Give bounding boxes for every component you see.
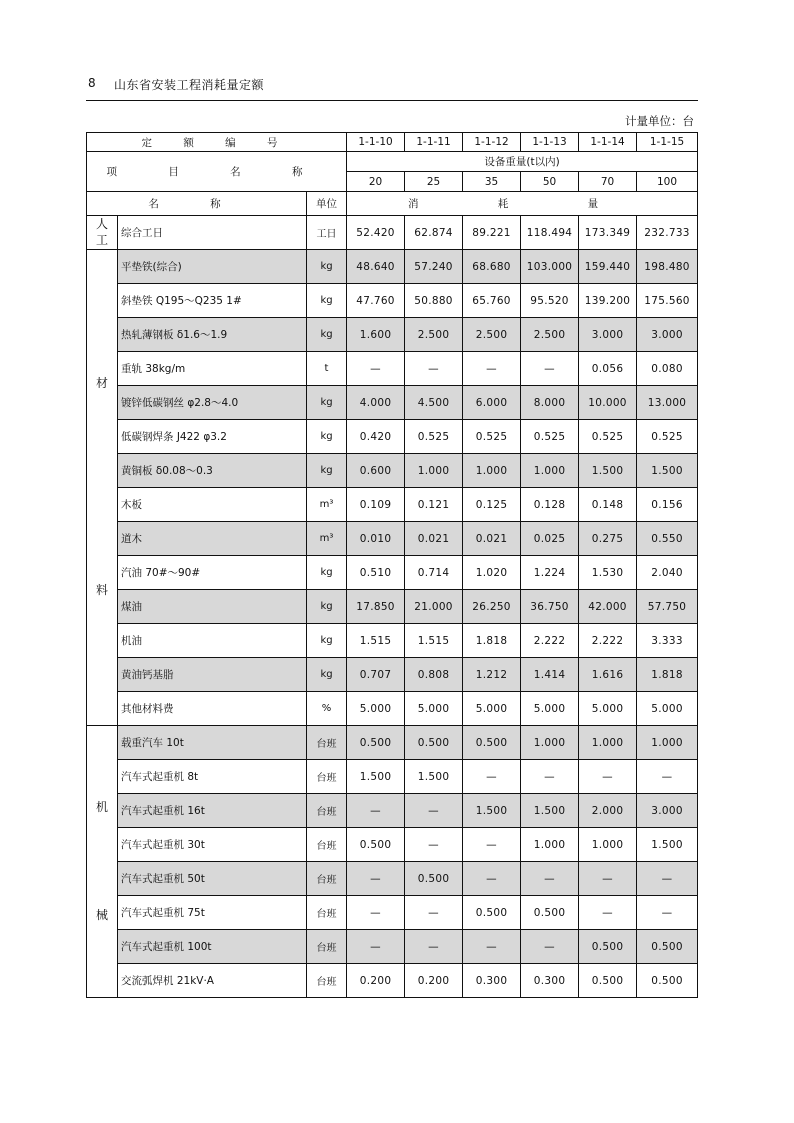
item-label: 项 目 名 称 xyxy=(87,152,347,192)
consumption-value: 2.222 xyxy=(579,624,637,658)
consumption-value: 1.500 xyxy=(579,454,637,488)
table-row xyxy=(87,930,698,964)
consumption-value: 47.760 xyxy=(347,284,405,318)
labor-category xyxy=(87,216,118,250)
consumption-value: 0.714 xyxy=(405,556,463,590)
resource-name: 汽油 70#～90# xyxy=(118,556,307,590)
resource-unit: % xyxy=(307,692,347,726)
consumption-value: 68.680 xyxy=(463,250,521,284)
consumption-value: 103.000 xyxy=(521,250,579,284)
consumption-value: 1.000 xyxy=(579,726,637,760)
table-row xyxy=(87,692,698,726)
resource-unit: kg xyxy=(307,386,347,420)
consumption-value: 1.515 xyxy=(347,624,405,658)
category-char: 材 xyxy=(95,376,108,391)
resource-unit: 台班 xyxy=(307,726,347,760)
resource-unit: kg xyxy=(307,590,347,624)
consumption-value: 0.080 xyxy=(637,352,698,386)
code-cell: 1-1-14 xyxy=(579,133,637,152)
table-row xyxy=(87,964,698,998)
consumption-value: 1.500 xyxy=(405,760,463,794)
table-row xyxy=(87,760,698,794)
consumption-value: 65.760 xyxy=(463,284,521,318)
consumption-value: 2.222 xyxy=(521,624,579,658)
consumption-value: 0.500 xyxy=(579,930,637,964)
consumption-value: — xyxy=(347,930,405,964)
consumption-value: 0.200 xyxy=(347,964,405,998)
consumption-value: 21.000 xyxy=(405,590,463,624)
consumption-value: 2.500 xyxy=(405,318,463,352)
resource-unit: 台班 xyxy=(307,964,347,998)
consumption-value: — xyxy=(521,930,579,964)
resource-unit: kg xyxy=(307,658,347,692)
consumption-value: — xyxy=(579,862,637,896)
table-row xyxy=(87,352,698,386)
resource-name: 汽车式起重机 30t xyxy=(118,828,307,862)
consumption-value: 52.420 xyxy=(347,216,405,250)
consumption-value: 0.021 xyxy=(405,522,463,556)
resource-name: 热轧薄钢板 δ1.6～1.9 xyxy=(118,318,307,352)
table-row xyxy=(87,216,698,250)
table-row xyxy=(87,522,698,556)
consumption-value: — xyxy=(637,896,698,930)
consumption-value: 1.500 xyxy=(637,828,698,862)
consumption-value: 1.818 xyxy=(463,624,521,658)
resource-name: 汽车式起重机 8t xyxy=(118,760,307,794)
consumption-value: — xyxy=(347,896,405,930)
consumption-value: 2.040 xyxy=(637,556,698,590)
consumption-value: 1.500 xyxy=(347,760,405,794)
consumption-value: 0.010 xyxy=(347,522,405,556)
consumption-value: 0.121 xyxy=(405,488,463,522)
table-row xyxy=(87,318,698,352)
table-row xyxy=(87,896,698,930)
unit-column-header: 单位 xyxy=(307,192,347,216)
unit-note: 计量单位：台 xyxy=(625,114,694,128)
consumption-value: 0.128 xyxy=(521,488,579,522)
book-title: 山东省安装工程消耗量定额 xyxy=(114,78,265,92)
resource-unit: kg xyxy=(307,556,347,590)
code-cell: 1-1-10 xyxy=(347,133,405,152)
resource-name: 综合工日 xyxy=(118,216,307,250)
consumption-value: 0.200 xyxy=(405,964,463,998)
weight-cell: 35 xyxy=(463,172,521,192)
resource-name: 平垫铁(综合) xyxy=(118,250,307,284)
consumption-value: 42.000 xyxy=(579,590,637,624)
page-number: 8 xyxy=(88,76,96,90)
consumption-value: 26.250 xyxy=(463,590,521,624)
consumption-value: 2.500 xyxy=(463,318,521,352)
table-row xyxy=(87,828,698,862)
resource-name: 汽车式起重机 75t xyxy=(118,896,307,930)
quota-table xyxy=(86,132,698,998)
resource-unit: kg xyxy=(307,420,347,454)
consumption-value: 0.300 xyxy=(521,964,579,998)
consumption-value: 0.275 xyxy=(579,522,637,556)
resource-unit: kg xyxy=(307,284,347,318)
category-char: 人 xyxy=(95,216,108,231)
table-row xyxy=(87,250,698,284)
weight-cell: 70 xyxy=(579,172,637,192)
consumption-value: 4.000 xyxy=(347,386,405,420)
consumption-value: 1.500 xyxy=(463,794,521,828)
resource-unit: 台班 xyxy=(307,930,347,964)
consumption-value: 0.500 xyxy=(463,726,521,760)
consumption-value: — xyxy=(347,862,405,896)
consumption-value: 1.000 xyxy=(521,726,579,760)
resource-name: 斜垫铁 Q195～Q235 1# xyxy=(118,284,307,318)
consumption-value: — xyxy=(405,896,463,930)
weight-cell: 25 xyxy=(405,172,463,192)
resource-name: 黄铜板 δ0.08～0.3 xyxy=(118,454,307,488)
resource-name: 道木 xyxy=(118,522,307,556)
consumption-value: 95.520 xyxy=(521,284,579,318)
consumption-value: 0.300 xyxy=(463,964,521,998)
consumption-value: 0.500 xyxy=(347,726,405,760)
code-cell: 1-1-11 xyxy=(405,133,463,152)
resource-unit: kg xyxy=(307,624,347,658)
consumption-value: 0.525 xyxy=(405,420,463,454)
resource-unit: kg xyxy=(307,250,347,284)
category-char: 机 xyxy=(95,799,108,814)
consumption-value: 57.750 xyxy=(637,590,698,624)
consumption-value: 0.420 xyxy=(347,420,405,454)
resource-name: 汽车式起重机 16t xyxy=(118,794,307,828)
resource-unit: kg xyxy=(307,454,347,488)
consumption-value: — xyxy=(463,862,521,896)
consumption-value: 89.221 xyxy=(463,216,521,250)
consumption-value: — xyxy=(463,760,521,794)
consumption-value: 1.600 xyxy=(347,318,405,352)
consumption-value: 2.000 xyxy=(579,794,637,828)
table-row xyxy=(87,420,698,454)
code-cell: 1-1-13 xyxy=(521,133,579,152)
consumption-value: 1.000 xyxy=(521,454,579,488)
table-row xyxy=(87,726,698,760)
consumption-value: — xyxy=(521,352,579,386)
consumption-value: 1.515 xyxy=(405,624,463,658)
category-char: 械 xyxy=(95,907,108,922)
consumption-value: 2.500 xyxy=(521,318,579,352)
consumption-value: — xyxy=(405,352,463,386)
consumption-value: 5.000 xyxy=(463,692,521,726)
consumption-value: 3.000 xyxy=(637,794,698,828)
page-header xyxy=(88,74,698,98)
consumption-value: 0.525 xyxy=(579,420,637,454)
code-cell: 1-1-12 xyxy=(463,133,521,152)
consumption-value: 13.000 xyxy=(637,386,698,420)
consumption-value: 0.500 xyxy=(463,896,521,930)
resource-unit: 台班 xyxy=(307,828,347,862)
table-row xyxy=(87,454,698,488)
consumption-value: 3.333 xyxy=(637,624,698,658)
consumption-value: — xyxy=(405,828,463,862)
consumption-value: 48.640 xyxy=(347,250,405,284)
consumption-value: — xyxy=(579,896,637,930)
table-row xyxy=(87,386,698,420)
consumption-value: 3.000 xyxy=(579,318,637,352)
consumption-value: 17.850 xyxy=(347,590,405,624)
resource-name: 黄油钙基脂 xyxy=(118,658,307,692)
table-row xyxy=(87,862,698,896)
weight-cell: 20 xyxy=(347,172,405,192)
consumption-value: 1.212 xyxy=(463,658,521,692)
consumption-column-header: 消 耗 量 xyxy=(347,192,698,216)
consumption-value: 1.000 xyxy=(405,454,463,488)
resource-unit: t xyxy=(307,352,347,386)
consumption-value: 198.480 xyxy=(637,250,698,284)
resource-name: 汽车式起重机 50t xyxy=(118,862,307,896)
resource-unit: m³ xyxy=(307,522,347,556)
resource-name: 镀锌低碳钢丝 φ2.8～4.0 xyxy=(118,386,307,420)
consumption-value: 0.156 xyxy=(637,488,698,522)
consumption-value: 175.560 xyxy=(637,284,698,318)
resource-name: 载重汽车 10t xyxy=(118,726,307,760)
table-row xyxy=(87,590,698,624)
consumption-value: 6.000 xyxy=(463,386,521,420)
column-header-row xyxy=(87,192,698,216)
consumption-value: 0.500 xyxy=(637,930,698,964)
resource-name: 低碳钢焊条 J422 φ3.2 xyxy=(118,420,307,454)
consumption-value: — xyxy=(463,352,521,386)
consumption-value: 159.440 xyxy=(579,250,637,284)
consumption-value: 0.056 xyxy=(579,352,637,386)
consumption-value: 139.200 xyxy=(579,284,637,318)
consumption-value: 1.616 xyxy=(579,658,637,692)
consumption-value: 173.349 xyxy=(579,216,637,250)
resource-name: 汽车式起重机 100t xyxy=(118,930,307,964)
resource-unit: 台班 xyxy=(307,896,347,930)
consumption-value: 1.000 xyxy=(637,726,698,760)
code-label: 定 额 编 号 xyxy=(87,133,347,152)
consumption-value: — xyxy=(637,862,698,896)
consumption-value: 50.880 xyxy=(405,284,463,318)
consumption-value: 62.874 xyxy=(405,216,463,250)
table-row xyxy=(87,488,698,522)
consumption-value: — xyxy=(463,930,521,964)
resource-unit: 工日 xyxy=(307,216,347,250)
consumption-value: 0.525 xyxy=(637,420,698,454)
code-row xyxy=(87,133,698,152)
consumption-value: 118.494 xyxy=(521,216,579,250)
consumption-value: 0.510 xyxy=(347,556,405,590)
consumption-value: 0.525 xyxy=(463,420,521,454)
consumption-value: 5.000 xyxy=(637,692,698,726)
table-row xyxy=(87,658,698,692)
consumption-value: 5.000 xyxy=(579,692,637,726)
consumption-value: 0.500 xyxy=(637,964,698,998)
resource-name: 煤油 xyxy=(118,590,307,624)
consumption-value: 5.000 xyxy=(347,692,405,726)
consumption-value: 0.148 xyxy=(579,488,637,522)
resource-name: 其他材料费 xyxy=(118,692,307,726)
materials-category xyxy=(87,250,118,726)
consumption-value: 1.530 xyxy=(579,556,637,590)
consumption-value: 1.000 xyxy=(463,454,521,488)
consumption-value: 0.707 xyxy=(347,658,405,692)
resource-name: 机油 xyxy=(118,624,307,658)
item-row xyxy=(87,152,698,172)
category-char: 料 xyxy=(95,583,108,597)
consumption-value: — xyxy=(579,760,637,794)
consumption-value: 0.500 xyxy=(347,828,405,862)
category-char: 工 xyxy=(95,232,108,247)
machinery-category xyxy=(87,726,118,998)
consumption-value: — xyxy=(521,760,579,794)
consumption-value: 0.021 xyxy=(463,522,521,556)
weight-label: 设备重量(t以内) xyxy=(347,152,698,172)
consumption-value: 1.818 xyxy=(637,658,698,692)
table-row xyxy=(87,556,698,590)
consumption-value: — xyxy=(347,352,405,386)
resource-name: 交流弧焊机 21kV·A xyxy=(118,964,307,998)
resource-unit: 台班 xyxy=(307,794,347,828)
consumption-value: — xyxy=(637,760,698,794)
consumption-value: 1.224 xyxy=(521,556,579,590)
consumption-value: 0.109 xyxy=(347,488,405,522)
code-cell: 1-1-15 xyxy=(637,133,698,152)
consumption-value: 0.500 xyxy=(405,862,463,896)
resource-unit: kg xyxy=(307,318,347,352)
consumption-value: 232.733 xyxy=(637,216,698,250)
table-row xyxy=(87,624,698,658)
consumption-value: 0.525 xyxy=(521,420,579,454)
name-column-header: 名 称 xyxy=(87,192,307,216)
consumption-value: 1.500 xyxy=(521,794,579,828)
consumption-value: 8.000 xyxy=(521,386,579,420)
consumption-value: 1.000 xyxy=(579,828,637,862)
weight-cell: 100 xyxy=(637,172,698,192)
table-row xyxy=(87,794,698,828)
consumption-value: 0.500 xyxy=(405,726,463,760)
consumption-value: 0.125 xyxy=(463,488,521,522)
consumption-value: — xyxy=(521,862,579,896)
consumption-value: 0.600 xyxy=(347,454,405,488)
consumption-value: 1.414 xyxy=(521,658,579,692)
consumption-value: 5.000 xyxy=(405,692,463,726)
consumption-value: — xyxy=(463,828,521,862)
resource-name: 木板 xyxy=(118,488,307,522)
consumption-value: 1.500 xyxy=(637,454,698,488)
resource-unit: m³ xyxy=(307,488,347,522)
consumption-value: 0.500 xyxy=(521,896,579,930)
consumption-value: 1.020 xyxy=(463,556,521,590)
consumption-value: 0.808 xyxy=(405,658,463,692)
consumption-value: — xyxy=(405,930,463,964)
consumption-value: 0.025 xyxy=(521,522,579,556)
resource-name: 重轨 38kg/m xyxy=(118,352,307,386)
header-rule xyxy=(86,100,698,101)
consumption-value: 4.500 xyxy=(405,386,463,420)
consumption-value: 0.500 xyxy=(579,964,637,998)
consumption-value: 0.550 xyxy=(637,522,698,556)
table-row xyxy=(87,284,698,318)
consumption-value: 57.240 xyxy=(405,250,463,284)
resource-unit: 台班 xyxy=(307,862,347,896)
consumption-value: 1.000 xyxy=(521,828,579,862)
consumption-value: 10.000 xyxy=(579,386,637,420)
weight-cell: 50 xyxy=(521,172,579,192)
resource-unit: 台班 xyxy=(307,760,347,794)
consumption-value: — xyxy=(347,794,405,828)
consumption-value: 5.000 xyxy=(521,692,579,726)
consumption-value: 3.000 xyxy=(637,318,698,352)
consumption-value: — xyxy=(405,794,463,828)
consumption-value: 36.750 xyxy=(521,590,579,624)
